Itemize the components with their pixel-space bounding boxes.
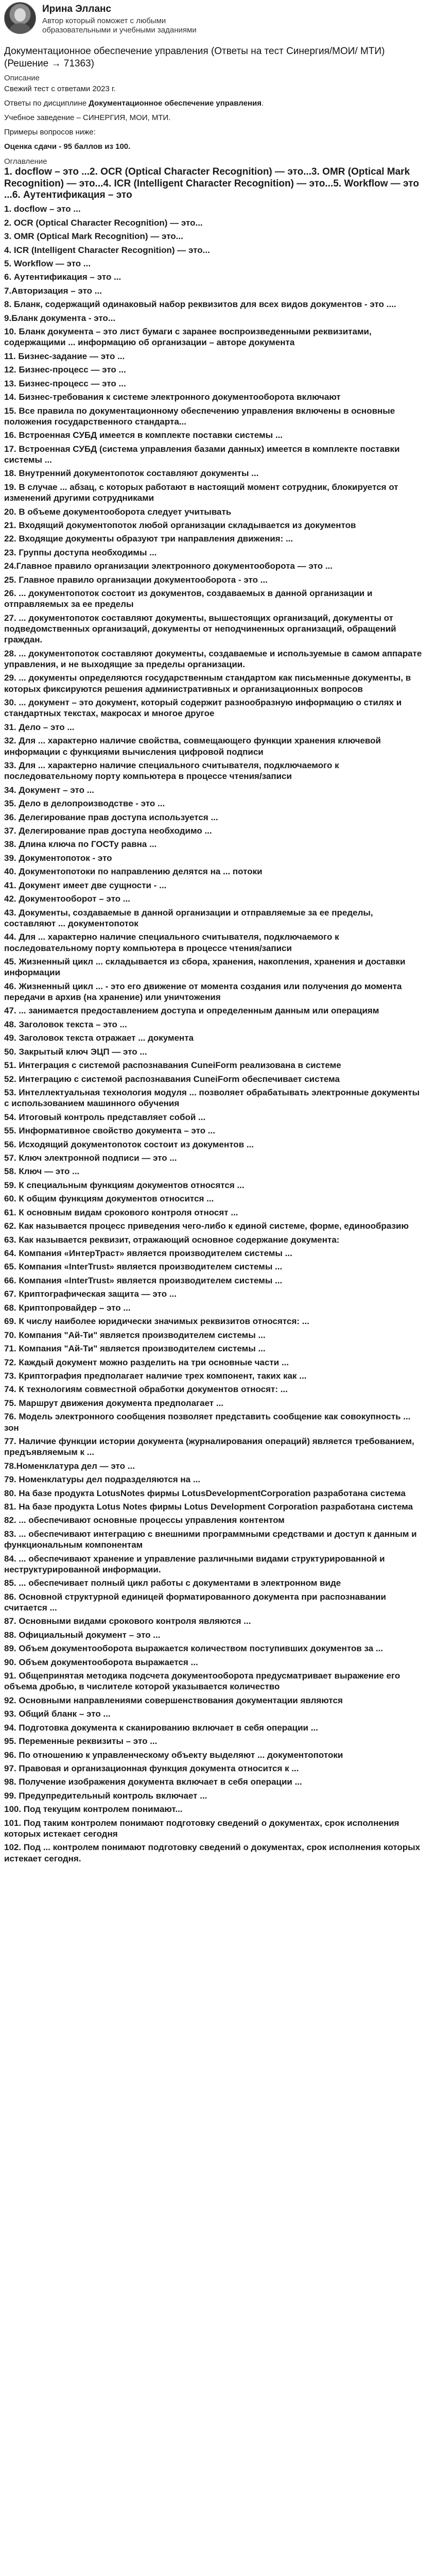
question-item[interactable]: 60. К общим функциям документов относится ...: [4, 1194, 214, 1204]
author-description: Автор который поможет с любыми образовательными и учебными заданиями: [42, 16, 197, 35]
question-item[interactable]: 27. ... документопоток составляют документы, вышестоящих организаций, документы от подведомственных организаций, документы от неподчиненных организаций, обращений граждан.: [4, 613, 396, 645]
description-label: Описание: [4, 73, 40, 82]
question-item[interactable]: 85. ... обеспечивает полный цикл работы с документами в электронном виде: [4, 1578, 341, 1588]
author-avatar[interactable]: [4, 2, 36, 34]
discipline-suffix: .: [261, 98, 264, 108]
question-item[interactable]: 37. Делегирование прав доступа необходимо ...: [4, 825, 212, 836]
question-item[interactable]: 17. Встроенная СУБД (система управления базами данных) имеется в комплекте поставки системы ...: [4, 444, 400, 465]
question-item[interactable]: 29. ... документы определяются государственным стандартом как письменные документы, в которых фиксируются решения административных и организационных вопросов: [4, 673, 411, 694]
avatar-face-shape: [14, 8, 26, 22]
question-item[interactable]: 75. Маршрут движения документа предполагает ...: [4, 1398, 224, 1408]
question-item[interactable]: 39. Документопоток - это: [4, 853, 112, 863]
question-item[interactable]: 9.Бланк документа - это...: [4, 313, 116, 323]
question-item[interactable]: 19. В случае ... абзац, с которых работают в настоящий момент сотрудник, блокируется от изменений другими сотрудниками: [4, 482, 398, 503]
question-item[interactable]: 77. Наличие функции истории документа (журналирования операций) является требованием, предъявляемым к ...: [4, 1436, 414, 1458]
question-item[interactable]: 61. К основным видам срокового контроля относят ...: [4, 1207, 238, 1217]
score-text: Оценка сдачи - 95 баллов из 100.: [4, 142, 131, 151]
question-item[interactable]: 16. Встроенная СУБД имеется в комплекте поставки системы ...: [4, 430, 283, 440]
question-item[interactable]: 7.Авторизация – это ...: [4, 285, 102, 296]
question-item[interactable]: 13. Бизнес-процесс — это ...: [4, 378, 126, 388]
examples-line: Примеры вопросов ниже:: [4, 128, 96, 137]
author-name[interactable]: Ирина Элланс: [42, 4, 112, 14]
question-item[interactable]: 90. Объем документооборота выражается ...: [4, 1657, 198, 1667]
question-item[interactable]: 69. К числу наиболее юридически значимых реквизитов относятся: ...: [4, 1316, 309, 1327]
question-item[interactable]: 44. Для ... характерно наличие специального считывателя, подключаемого к последовательному порту компьютера в процессе чтения/записи: [4, 932, 339, 953]
question-item[interactable]: 30. ... документ – это документ, который содержит разнообразную информацию о стилях и стандартных текстах, макросах и многое другое: [4, 698, 402, 719]
question-item[interactable]: 96. По отношению к управленческому объекту выделяют ... документопотоки: [4, 1750, 343, 1760]
question-item[interactable]: 43. Документы, создаваемые в данной организации и отправляемые за ее пределы, составляют ... документопоток: [4, 907, 373, 928]
question-item[interactable]: 101. Под таким контролем понимают подготовку сведений о документах, срок исполнения которых истекает сегодня: [4, 1818, 399, 1839]
question-item[interactable]: 53. Интеллектуальная технология модуля ... позволяет обрабатывать электронные документы с использованием машинного обучения: [4, 1087, 420, 1109]
question-item[interactable]: 102. Под ... контролем понимают подготовку сведений о документах, срок исполнения которых истекает сегодня.: [4, 1842, 421, 1863]
question-item[interactable]: 94. Подготовка документа к сканированию включает в себя операции ...: [4, 1722, 318, 1733]
question-item[interactable]: 99. Предупредительный контроль включает ...: [4, 1790, 207, 1801]
score-line: [4, 142, 427, 151]
question-item[interactable]: 91. Общепринятая методика подсчета документооборота предусматривает выражение его объема дробью, в числителе которой указывается количество: [4, 1671, 400, 1692]
question-item[interactable]: 46. Жизненный цикл ... - это его движение от момента создания или получения до момента передачи в архив (на хранение) или уничтожения: [4, 981, 402, 1002]
question-item[interactable]: 41. Документ имеет две сущности - ...: [4, 880, 167, 890]
question-item[interactable]: 73. Криптография предполагает наличие трех компонент, таких как ...: [4, 1370, 307, 1381]
question-item[interactable]: 89. Объем документооборота выражается количеством поступивших документов за ...: [4, 1643, 383, 1654]
question-item[interactable]: 92. Основными направлениями совершенствования документации являются: [4, 1695, 343, 1705]
question-item[interactable]: 65. Компания «InterTrust» является производителем системы ...: [4, 1262, 283, 1272]
question-item[interactable]: 82. ... обеспечивают основные процессы управления контентом: [4, 1515, 285, 1526]
question-item[interactable]: 81. На базе продукта Lotus Notes фирмы Lotus Development Corporation разработана система: [4, 1501, 413, 1512]
institution-line: Учебное заведение – СИНЕРГИЯ, МОИ, МТИ.: [4, 113, 171, 123]
question-item[interactable]: 12. Бизнес-процесс — это ...: [4, 365, 126, 375]
question-item[interactable]: 35. Дело в делопроизводстве - это ...: [4, 799, 165, 809]
question-item[interactable]: 63. Как называется реквизит, отражающий основное содержание документа:: [4, 1234, 340, 1245]
question-item[interactable]: 15. Все правила по документационному обеспечению управления включены в основные положения государственного стандарта...: [4, 405, 395, 427]
question-item[interactable]: 6. Аутентификация – это ...: [4, 272, 121, 282]
question-item[interactable]: 76. Модель электронного сообщения позволяет представить сообщение как совокупность ... зон: [4, 1412, 411, 1433]
question-item[interactable]: 66. Компания «InterTrust» является производителем системы ...: [4, 1275, 283, 1285]
question-item[interactable]: 3. OMR (Optical Mark Recognition) — это...: [4, 231, 183, 242]
question-item[interactable]: 26. ... документопоток состоит из документов, создаваемых в данной организации и отправляемых за ее пределы: [4, 588, 373, 609]
question-item[interactable]: 32. Для ... характерно наличие свойства, совмещающего функции хранения ключевой информации с функциями вычисления цифровой подписи: [4, 736, 381, 757]
question-item[interactable]: 42. Документооборот – это ...: [4, 894, 130, 904]
question-item[interactable]: 25. Главное правило организации документооборота - это ...: [4, 574, 268, 585]
question-item[interactable]: 97. Правовая и организационная функция документа относится к ...: [4, 1763, 299, 1773]
question-item[interactable]: 23. Группы доступа необходимы ...: [4, 547, 157, 557]
question-item[interactable]: 20. В объеме документооборота следует учитывать: [4, 506, 232, 517]
author-card: [4, 0, 427, 45]
question-item[interactable]: 28. ... документопоток составляют документы, создаваемые и используемые в самом аппарате управления, и не выходящие за пределы организации.: [4, 648, 422, 670]
question-item[interactable]: 38. Длина ключа по ГОСТу равна ...: [4, 839, 157, 850]
question-item[interactable]: 74. К технологиям совместной обработки документов относят: ...: [4, 1384, 288, 1395]
description-text: Свежий тест с ответами 2023 г.: [4, 84, 116, 93]
question-item[interactable]: 21. Входящий документопоток любой организации складывается из документов: [4, 520, 356, 530]
avatar-body-shape: [9, 23, 31, 34]
question-item[interactable]: 88. Официальный документ – это ...: [4, 1630, 161, 1640]
question-item[interactable]: 48. Заголовок текста – это ...: [4, 1019, 127, 1029]
discipline-prefix: Ответы по дисциплине: [4, 98, 89, 108]
question-item[interactable]: 62. Как называется процесс приведения чего-либо к единой системе, форме, единообразию: [4, 1221, 409, 1231]
question-item[interactable]: 2. OCR (Optical Character Recognition) — это...: [4, 217, 203, 228]
question-list: [4, 204, 427, 1864]
question-item[interactable]: 71. Компания "Ай-Ти" является производителем системы ...: [4, 1344, 266, 1354]
question-item[interactable]: 78.Номенклатура дел — это ...: [4, 1461, 135, 1471]
question-item[interactable]: 52. Интеграцию с системой распознавания CuneiForm обеспечивает система: [4, 1074, 340, 1084]
question-item[interactable]: 93. Общий бланк – это ...: [4, 1709, 111, 1719]
question-item[interactable]: 95. Переменные реквизиты – это ...: [4, 1736, 158, 1747]
question-item[interactable]: 45. Жизненный цикл ... складывается из сбора, хранения, накопления, хранения и доставки информации: [4, 956, 406, 978]
question-item[interactable]: 1. docflow – это ...: [4, 204, 81, 214]
question-item[interactable]: 24.Главное правило организации электронного документооборота — это ...: [4, 561, 333, 571]
question-item[interactable]: 68. Криптопровайдер – это ...: [4, 1302, 131, 1313]
question-item[interactable]: 79. Номенклатуры дел подразделяются на ...: [4, 1475, 201, 1485]
question-item[interactable]: 11. Бизнес-задание — это ...: [4, 351, 125, 361]
question-item[interactable]: 8. Бланк, содержащий одинаковый набор реквизитов для всех видов документов - это ....: [4, 299, 396, 310]
question-item[interactable]: 86. Основной структурной единицей форматированного документа при распознавании считается ...: [4, 1591, 386, 1613]
question-item[interactable]: 57. Ключ электронной подписи — это ...: [4, 1153, 177, 1163]
answers-heading[interactable]: 1. docflow – это ...2. OCR (Optical Character Recognition) — это...3. OMR (Optical Mark Recognition) — это...4. ICR (Intelligent Character Recognition) — это...5. Workflow — это ...6. Аутентификация – это: [4, 166, 419, 201]
question-item[interactable]: 87. Основными видами срокового контроля являются ...: [4, 1616, 251, 1626]
question-item[interactable]: 47. ... занимается предоставлением доступа и определенным данным или операциям: [4, 1006, 379, 1016]
question-item[interactable]: 22. Входящие документы образуют три направления движения: ...: [4, 534, 293, 544]
question-item[interactable]: 72. Каждый документ можно разделить на три основные части ...: [4, 1357, 289, 1367]
question-item[interactable]: 67. Криптографическая защита — это ...: [4, 1289, 177, 1299]
question-item[interactable]: 64. Компания «ИнтерТраст» является производителем системы ...: [4, 1248, 292, 1259]
question-item[interactable]: 49. Заголовок текста отражает ... документа: [4, 1033, 194, 1043]
question-item[interactable]: 4. ICR (Intelligent Character Recognition) — это...: [4, 245, 210, 255]
question-item[interactable]: 58. Ключ — это ...: [4, 1166, 80, 1177]
question-item[interactable]: 31. Дело – это ...: [4, 722, 75, 732]
question-item[interactable]: 14. Бизнес-требования к системе электронного документооборота включают: [4, 392, 341, 402]
question-item[interactable]: 18. Внутренний документопоток составляют документы ...: [4, 468, 259, 479]
author-info: [42, 2, 197, 35]
question-item[interactable]: 84. ... обеспечивают хранение и управление различными видами структурированной и неструктурированной информации.: [4, 1553, 385, 1574]
question-item[interactable]: 70. Компания "Ай-Ти" является производителем системы ...: [4, 1330, 266, 1340]
question-item[interactable]: 10. Бланк документа – это лист бумаги с заранее воспроизведенными реквизитами, содержащими ... информацию об организации – авторе документа: [4, 327, 372, 348]
question-item[interactable]: 59. К специальным функциям документов относятся ...: [4, 1180, 245, 1190]
question-item[interactable]: 50. Закрытый ключ ЭЦП — это ...: [4, 1046, 147, 1057]
question-item[interactable]: 34. Документ – это ...: [4, 785, 94, 795]
question-item[interactable]: 36. Делегирование прав доступа используется ...: [4, 812, 218, 822]
question-item[interactable]: 51. Интеграция с системой распознавания CuneiForm реализована в системе: [4, 1060, 341, 1071]
question-item[interactable]: 54. Итоговый контроль представляет собой ...: [4, 1112, 206, 1122]
page-title: Документационное обеспечение управления (Ответы на тест Синергия/МОИ/ МТИ) (Решение → 71363): [4, 46, 385, 69]
question-item[interactable]: 40. Документопотоки по направлению делятся на ... потоки: [4, 867, 263, 877]
discipline-line: [4, 98, 427, 108]
toc-label: Оглавление: [4, 157, 47, 166]
question-item[interactable]: 56. Исходящий документопоток состоит из документов ...: [4, 1139, 254, 1149]
question-item[interactable]: 83. ... обеспечивают интеграцию с внешними программными средствами и доступ к данным и функциональным компонентам: [4, 1529, 417, 1550]
question-item[interactable]: 98. Получение изображения документа включает в себя операции ...: [4, 1777, 302, 1787]
question-item[interactable]: 55. Информативное свойство документа – это ...: [4, 1126, 215, 1136]
question-item[interactable]: 100. Под текущим контролем понимают...: [4, 1804, 183, 1815]
question-item[interactable]: 5. Workflow — это ...: [4, 258, 91, 268]
discipline-value: Документационное обеспечение управления: [89, 98, 261, 108]
question-item[interactable]: 33. Для ... характерно наличие специального считывателя, подключаемого к последовательному порту компьютера в процессе чтения/записи: [4, 760, 339, 782]
question-item[interactable]: 80. На базе продукта LotusNotes фирмы LotusDevelopmentCorporation разработана система: [4, 1488, 406, 1498]
